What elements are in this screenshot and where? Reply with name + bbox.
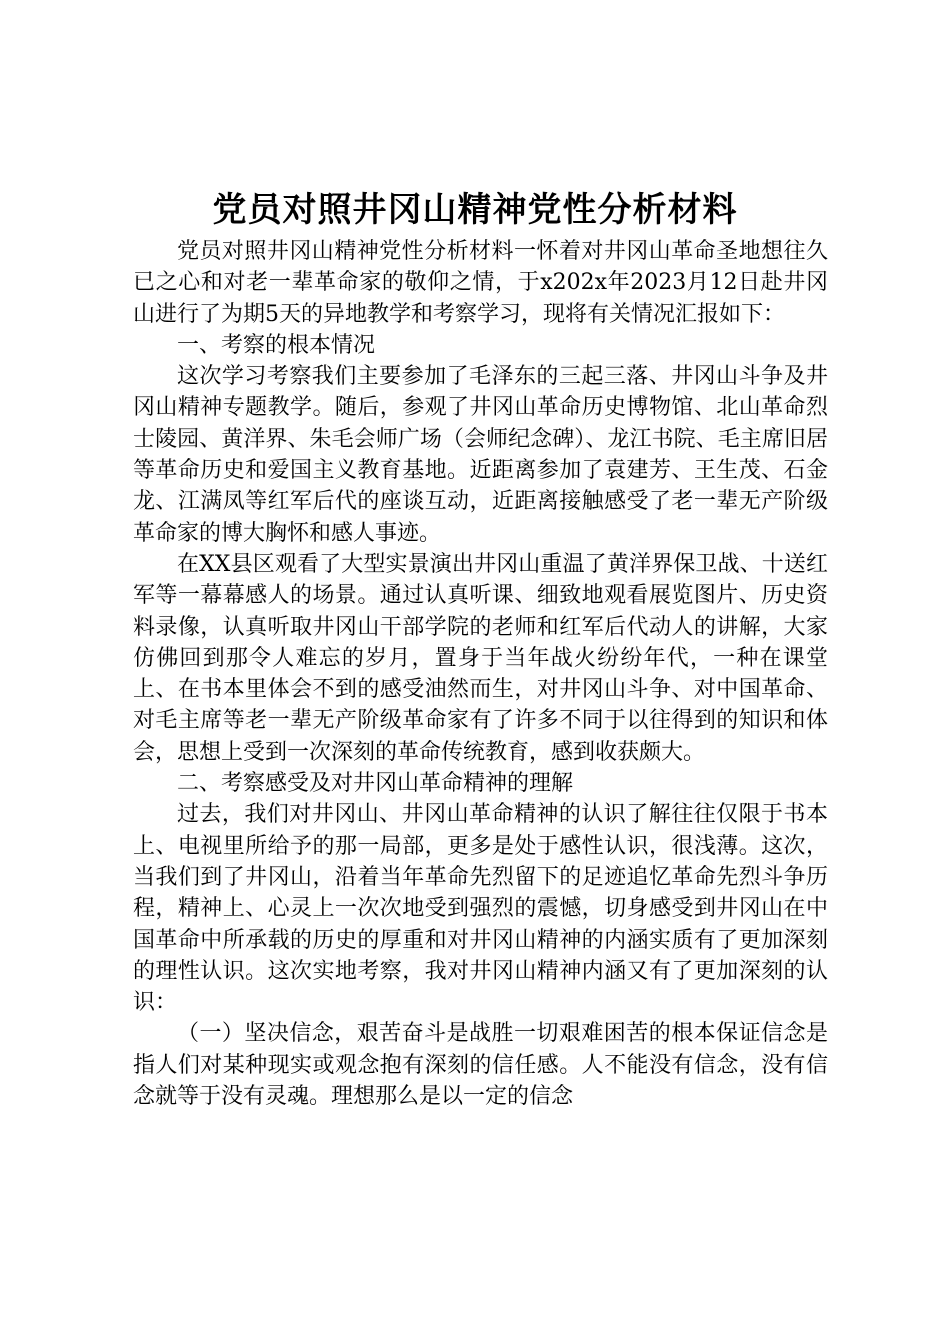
paragraph-belief: （一）坚决信念，艰苦奋斗是战胜一切艰难困苦的根本保证信念是指人们对某种现实或观念抱有深刻的信任感。人不能没有信念，没有信念就等于没有灵魂。理想那么是以一定的信念 xyxy=(133,1021,828,1110)
paragraph-understanding: 过去，我们对井冈山、井冈山革命精神的认识了解往往仅限于书本上、电视里所给予的那一局部，更多是处于感性认识，很浅薄。这次，当我们到了井冈山，沿着当年革命先烈留下的足迹追忆革命先烈斗争历程，精神上、心灵上一次次地受到强烈的震憾，切身感受到井冈山在中国革命中所承载的历史的厚重和对井冈山精神的内涵实质有了更加深刻的理性认识。这次实地考察，我对井冈山精神内涵又有了更加深刻的认识： xyxy=(133,802,828,1016)
paragraph-intro: 党员对照井冈山精神党性分析材料一怀着对井冈山革命圣地想往久已之心和对老一辈革命家的敬仰之情，于x202x年2023月12日赴井冈山进行了为期5天的异地教学和考察学习，现将有关情况汇报如下： xyxy=(133,239,828,327)
paragraph-study-overview: 这次学习考察我们主要参加了毛泽东的三起三落、井冈山斗争及井冈山精神专题教学。随后，参观了井冈山革命历史博物馆、北山革命烈士陵园、黄洋界、朱毛会师广场（会师纪念碑）、龙江书院、毛主席旧居等革命历史和爱国主义教育基地。近距离参加了袁建芳、王生茂、石金龙、江满凤等红军后代的座谈互动，近距离接触感受了老一辈无产阶级革命家的博大胸怀和感人事迹。 xyxy=(133,364,828,546)
section-heading-1: 一、考察的根本情况 xyxy=(177,332,376,358)
document-title: 党员对照井冈山精神党性分析材料 xyxy=(212,190,738,230)
paragraph-performance: 在XX县区观看了大型实景演出井冈山重温了黄洋界保卫战、十送红军等一幕幕感人的场景。通过认真听课、细致地观看展览图片、历史资料录像，认真听取井冈山干部学院的老师和红军后代动人的讲解，大家仿佛回到那令人难忘的岁月，置身于当年战火纷纷年代，一种在课堂上、在书本里体会不到的感受油然而生，对井冈山斗争、对中国革命、对毛主席等老一辈无产阶级革命家有了许多不同于以往得到的知识和体会，思想上受到一次深刻的革命传统教育，感到收获颇大。 xyxy=(133,551,828,765)
document-body xyxy=(133,236,828,1112)
section-heading-2: 二、考察感受及对井冈山革命精神的理解 xyxy=(177,771,574,797)
